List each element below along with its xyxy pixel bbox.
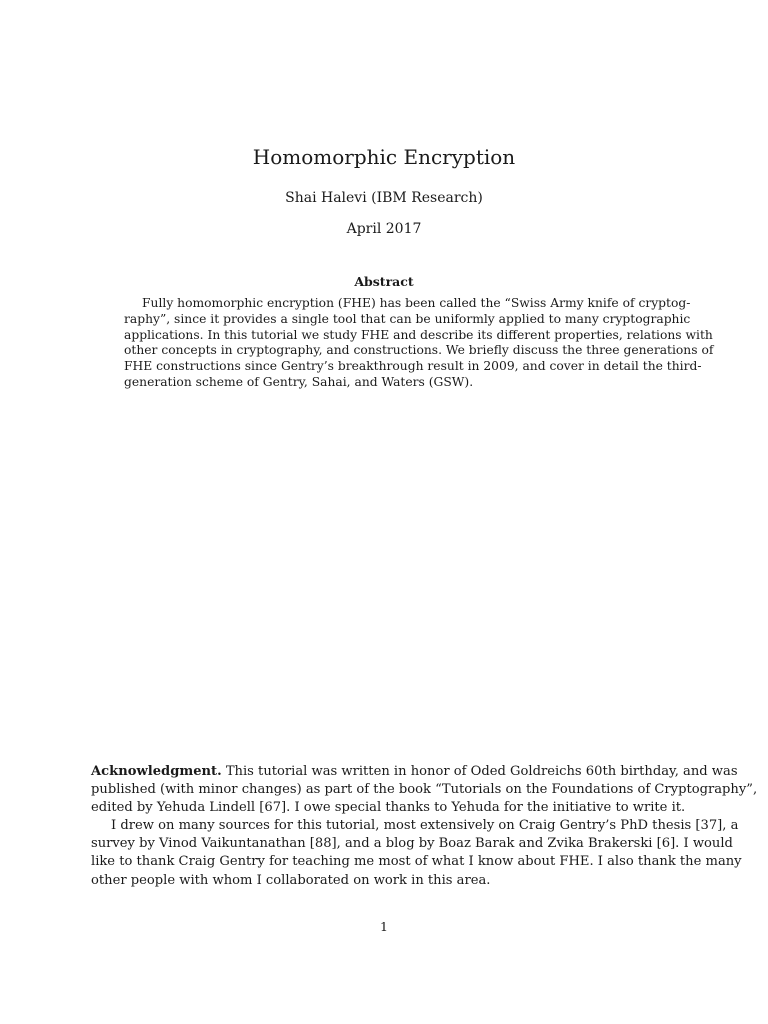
acknowledgment-line: survey by Vinod Vaikuntanathan [88], and a blog by Boaz Barak and Zvika Brakerski [6]. I would [91,836,733,852]
abstract-line: FHE constructions since Gentry’s breakthrough result in 2009, and cover in detail the third- [124,359,702,374]
acknowledgment-line: published (with minor changes) as part of the book “Tutorials on the Foundations of Cryptography”, [91,782,758,798]
page-number: 1 [380,919,388,934]
abstract-line: Fully homomorphic encryption (FHE) has been called the “Swiss Army knife of cryptog- [142,296,691,310]
acknowledgment-line: edited by Yehuda Lindell [67]. I owe special thanks to Yehuda for the initiative to write it. [91,800,686,816]
abstract-line: other concepts in cryptography, and constructions. We briefly discuss the three generations of [124,343,714,358]
paper-title: Homomorphic Encryption [252,145,516,169]
acknowledgment-line: I drew on many sources for this tutorial, most extensively on Craig Gentry’s PhD thesis [37], a [111,818,739,834]
acknowledgment-line [91,763,738,781]
abstract-line: raphy”, since it provides a single tool that can be uniformly applied to many cryptographic [124,311,691,326]
acknowledgment-line: other people with whom I collaborated on work in this area. [91,872,491,888]
paper-author: Shai Halevi (IBM Research) [285,190,483,206]
abstract-line: generation scheme of Gentry, Sahai, and Waters (GSW). [124,374,474,389]
abstract-line: applications. In this tutorial we study FHE and describe its different properties, relations with [124,327,713,342]
acknowledgment-text: This tutorial was written in honor of Oded Goldreichs 60th birthday, and was [221,764,738,779]
abstract-heading: Abstract [354,274,414,289]
abstract-body [124,296,714,391]
acknowledgment-line: like to thank Craig Gentry for teaching me most of what I know about FHE. I also thank the many [91,854,742,870]
paper-date: April 2017 [346,221,422,237]
acknowledgment-label: Acknowledgment. [91,764,222,779]
acknowledgment-section [91,763,758,890]
